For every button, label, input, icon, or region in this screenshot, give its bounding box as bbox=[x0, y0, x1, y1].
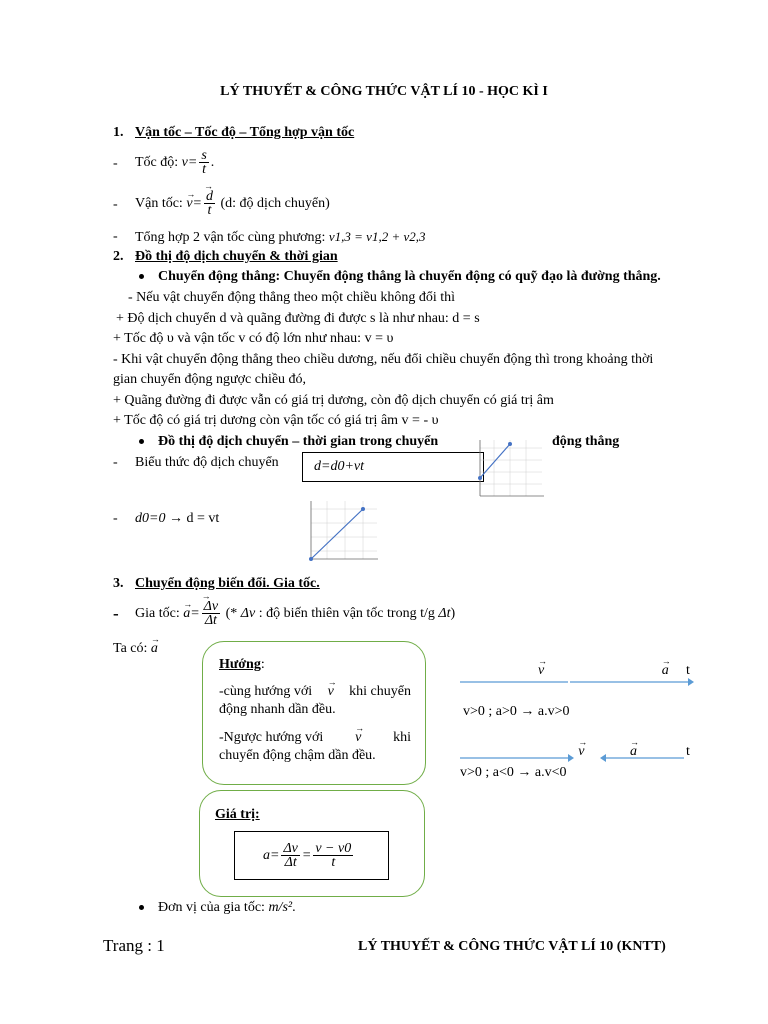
diagram-t-label: t bbox=[686, 744, 690, 759]
text-part: -cùng hướng với bbox=[219, 684, 313, 699]
same-direction-text bbox=[219, 683, 411, 719]
arrow-right-icon: → bbox=[168, 511, 183, 526]
diagram-v-label: → v bbox=[538, 662, 544, 680]
delta-t: Δt bbox=[438, 606, 451, 621]
diagram-a-label: → a bbox=[662, 662, 669, 680]
velocity-formula bbox=[135, 187, 330, 221]
bullet bbox=[139, 439, 144, 444]
d0-result: d = vt bbox=[182, 511, 220, 526]
value-formula-box bbox=[234, 831, 389, 880]
fraction-num: Δv bbox=[283, 841, 298, 857]
dash: - bbox=[113, 197, 118, 212]
acceleration-vector: → a bbox=[151, 640, 158, 658]
dash: - bbox=[113, 604, 119, 623]
text-part: khi chuyển bbox=[349, 684, 411, 699]
fraction-num: → d bbox=[204, 190, 215, 204]
taco-label: Ta có: bbox=[113, 641, 151, 656]
expression-box bbox=[302, 452, 484, 482]
direction-title-line bbox=[219, 656, 265, 674]
page-title: LÝ THUYẾT & CÔNG THỨC VẬT LÍ 10 - HỌC KÌ I bbox=[220, 84, 548, 99]
fraction-den: Δt bbox=[204, 613, 217, 629]
text-part: động nhanh dần đều. bbox=[219, 702, 336, 717]
direction-title: Hướng bbox=[219, 657, 261, 672]
section-1-heading: Vận tốc – Tốc độ – Tổng hợp vận tốc bbox=[135, 125, 355, 140]
section-1-number: 1. bbox=[113, 125, 124, 140]
composition-label: Tổng hợp 2 vận tốc cùng phương: bbox=[135, 230, 329, 245]
dash: - bbox=[113, 229, 118, 244]
footer-title: LÝ THUYẾT & CÔNG THỨC VẬT LÍ 10 (KNTT) bbox=[358, 939, 666, 954]
speed-tail: . bbox=[210, 155, 215, 170]
velocity-vector: → v bbox=[186, 187, 192, 221]
bullet bbox=[139, 274, 144, 279]
section-3-heading: Chuyển động biến đổi. Gia tốc. bbox=[135, 576, 320, 591]
text-line: + Quãng đường đi được vẫn có giá trị dương, còn độ dịch chuyển có giá trị âm bbox=[113, 393, 554, 408]
diagram-a-label: → a bbox=[630, 743, 637, 761]
fraction-den: Δt bbox=[284, 855, 297, 871]
fraction-num: → Δv bbox=[202, 600, 220, 614]
fraction-num: v − v0 bbox=[315, 841, 352, 857]
graph-title-part-a: Đồ thị độ dịch chuyển – thời gian trong chuyển bbox=[158, 434, 439, 449]
fraction-den: t bbox=[207, 203, 212, 219]
text-part: chuyển động chậm dần đều. bbox=[219, 748, 376, 763]
velocity-vector: → v bbox=[355, 729, 361, 747]
text-line: + Độ dịch chuyển d và quãng đường đi được s là như nhau: d = s bbox=[116, 311, 480, 326]
speed-formula bbox=[135, 147, 214, 179]
straight-motion-definition: Chuyển động thẳng: Chuyển động thẳng là chuyển động có quỹ đạo là đường thẳng. bbox=[158, 269, 661, 284]
section-3-number: 3. bbox=[113, 576, 124, 591]
unit-line bbox=[158, 899, 296, 917]
value-formula bbox=[263, 838, 355, 873]
text-line: - Nếu vật chuyển động thẳng theo một chiều không đổi thì bbox=[128, 290, 455, 305]
text-part: -Ngược hướng với bbox=[219, 730, 324, 745]
unit-tail: . bbox=[292, 900, 296, 915]
value-fraction-2 bbox=[313, 842, 353, 869]
acceleration-note: ) bbox=[450, 606, 456, 621]
diagram-1-caption: v>0 ; a>0 → a.v>0 bbox=[463, 704, 570, 719]
dash: - bbox=[113, 455, 118, 470]
velocity-fraction bbox=[204, 190, 215, 217]
direction-colon: : bbox=[260, 657, 265, 672]
velocity-eq: = bbox=[192, 196, 202, 211]
velocity-label: Vận tốc: bbox=[135, 196, 187, 211]
text-line: - Khi vật chuyển động thẳng theo chiều dương, nếu đổi chiều chuyển động thì trong khoảng thời bbox=[113, 352, 654, 367]
composition-formula: v1,3 = v1,2 + v2,3 bbox=[328, 229, 426, 244]
unit-label: Đơn vị của gia tốc: bbox=[158, 900, 269, 915]
section-2-heading: Đồ thị độ dịch chuyển & thời gian bbox=[135, 249, 338, 264]
text-line: + Tốc độ υ và vận tốc v có độ lớn như nhau: v = υ bbox=[113, 331, 394, 346]
fraction-den: t bbox=[202, 162, 206, 178]
fraction-den: t bbox=[331, 855, 336, 871]
acceleration-fraction bbox=[202, 600, 220, 627]
velocity-note: (d: độ dịch chuyển) bbox=[217, 196, 330, 211]
dash: - bbox=[113, 511, 118, 526]
diagram-opposite-direction-arrows bbox=[458, 752, 690, 764]
d0-formula: d0=0 bbox=[135, 511, 166, 526]
value-fraction-1 bbox=[281, 842, 299, 869]
speed-label: Tốc độ: bbox=[135, 155, 182, 170]
acceleration-vector: → a bbox=[183, 594, 190, 634]
taco-line bbox=[113, 640, 158, 658]
speed-fraction bbox=[199, 149, 208, 176]
footer-page-number: Trang : 1 bbox=[103, 936, 165, 955]
value-eq: = bbox=[301, 848, 312, 863]
direction-box bbox=[202, 641, 426, 785]
fraction-num: s bbox=[201, 148, 207, 164]
velocity-vector: → v bbox=[328, 683, 334, 701]
value-box bbox=[199, 790, 425, 897]
composition-line bbox=[135, 228, 425, 247]
text-line: gian chuyển động ngược chiều đó, bbox=[113, 372, 307, 387]
diagram-same-direction-arrows bbox=[458, 676, 694, 688]
acceleration-note: (* bbox=[222, 606, 241, 621]
dash: - bbox=[113, 156, 118, 171]
section-2-number: 2. bbox=[113, 249, 124, 264]
diagram-v-label: → v bbox=[578, 743, 584, 761]
text-part: khi bbox=[393, 730, 411, 745]
graph-d-through-origin bbox=[305, 497, 380, 565]
acceleration-label: Gia tốc: bbox=[135, 606, 184, 621]
graph-title-part-b: động thẳng bbox=[552, 434, 620, 449]
acceleration-formula: Gia tốc: → a= → $\frac{\Delta v}{\Delta t}$ (* Δv : độ biến thiên vận tốc trong t/g Δt) bbox=[135, 594, 455, 634]
opposite-direction-text bbox=[219, 729, 411, 765]
d0-line bbox=[135, 510, 219, 528]
diagram-2-caption: v>0 ; a<0 → a.v<0 bbox=[460, 765, 567, 780]
diagram-t-label: t bbox=[686, 663, 690, 678]
graph-d-with-offset bbox=[474, 438, 546, 500]
value-lhs: a= bbox=[263, 848, 280, 863]
value-title: Giá trị: bbox=[215, 807, 260, 822]
text-line: + Tốc độ có giá trị dương còn vận tốc có giá trị âm v = - υ bbox=[113, 413, 439, 428]
unit-formula: m/s² bbox=[268, 900, 293, 915]
speed-lhs: v= bbox=[181, 155, 198, 170]
expression-formula: d=d0+vt bbox=[314, 459, 364, 474]
delta-v: Δv bbox=[240, 606, 256, 621]
expression-label: Biểu thức độ dịch chuyển bbox=[135, 455, 279, 470]
acceleration-note: : độ biến thiên vận tốc trong t/g bbox=[255, 606, 439, 621]
bullet bbox=[139, 905, 144, 910]
